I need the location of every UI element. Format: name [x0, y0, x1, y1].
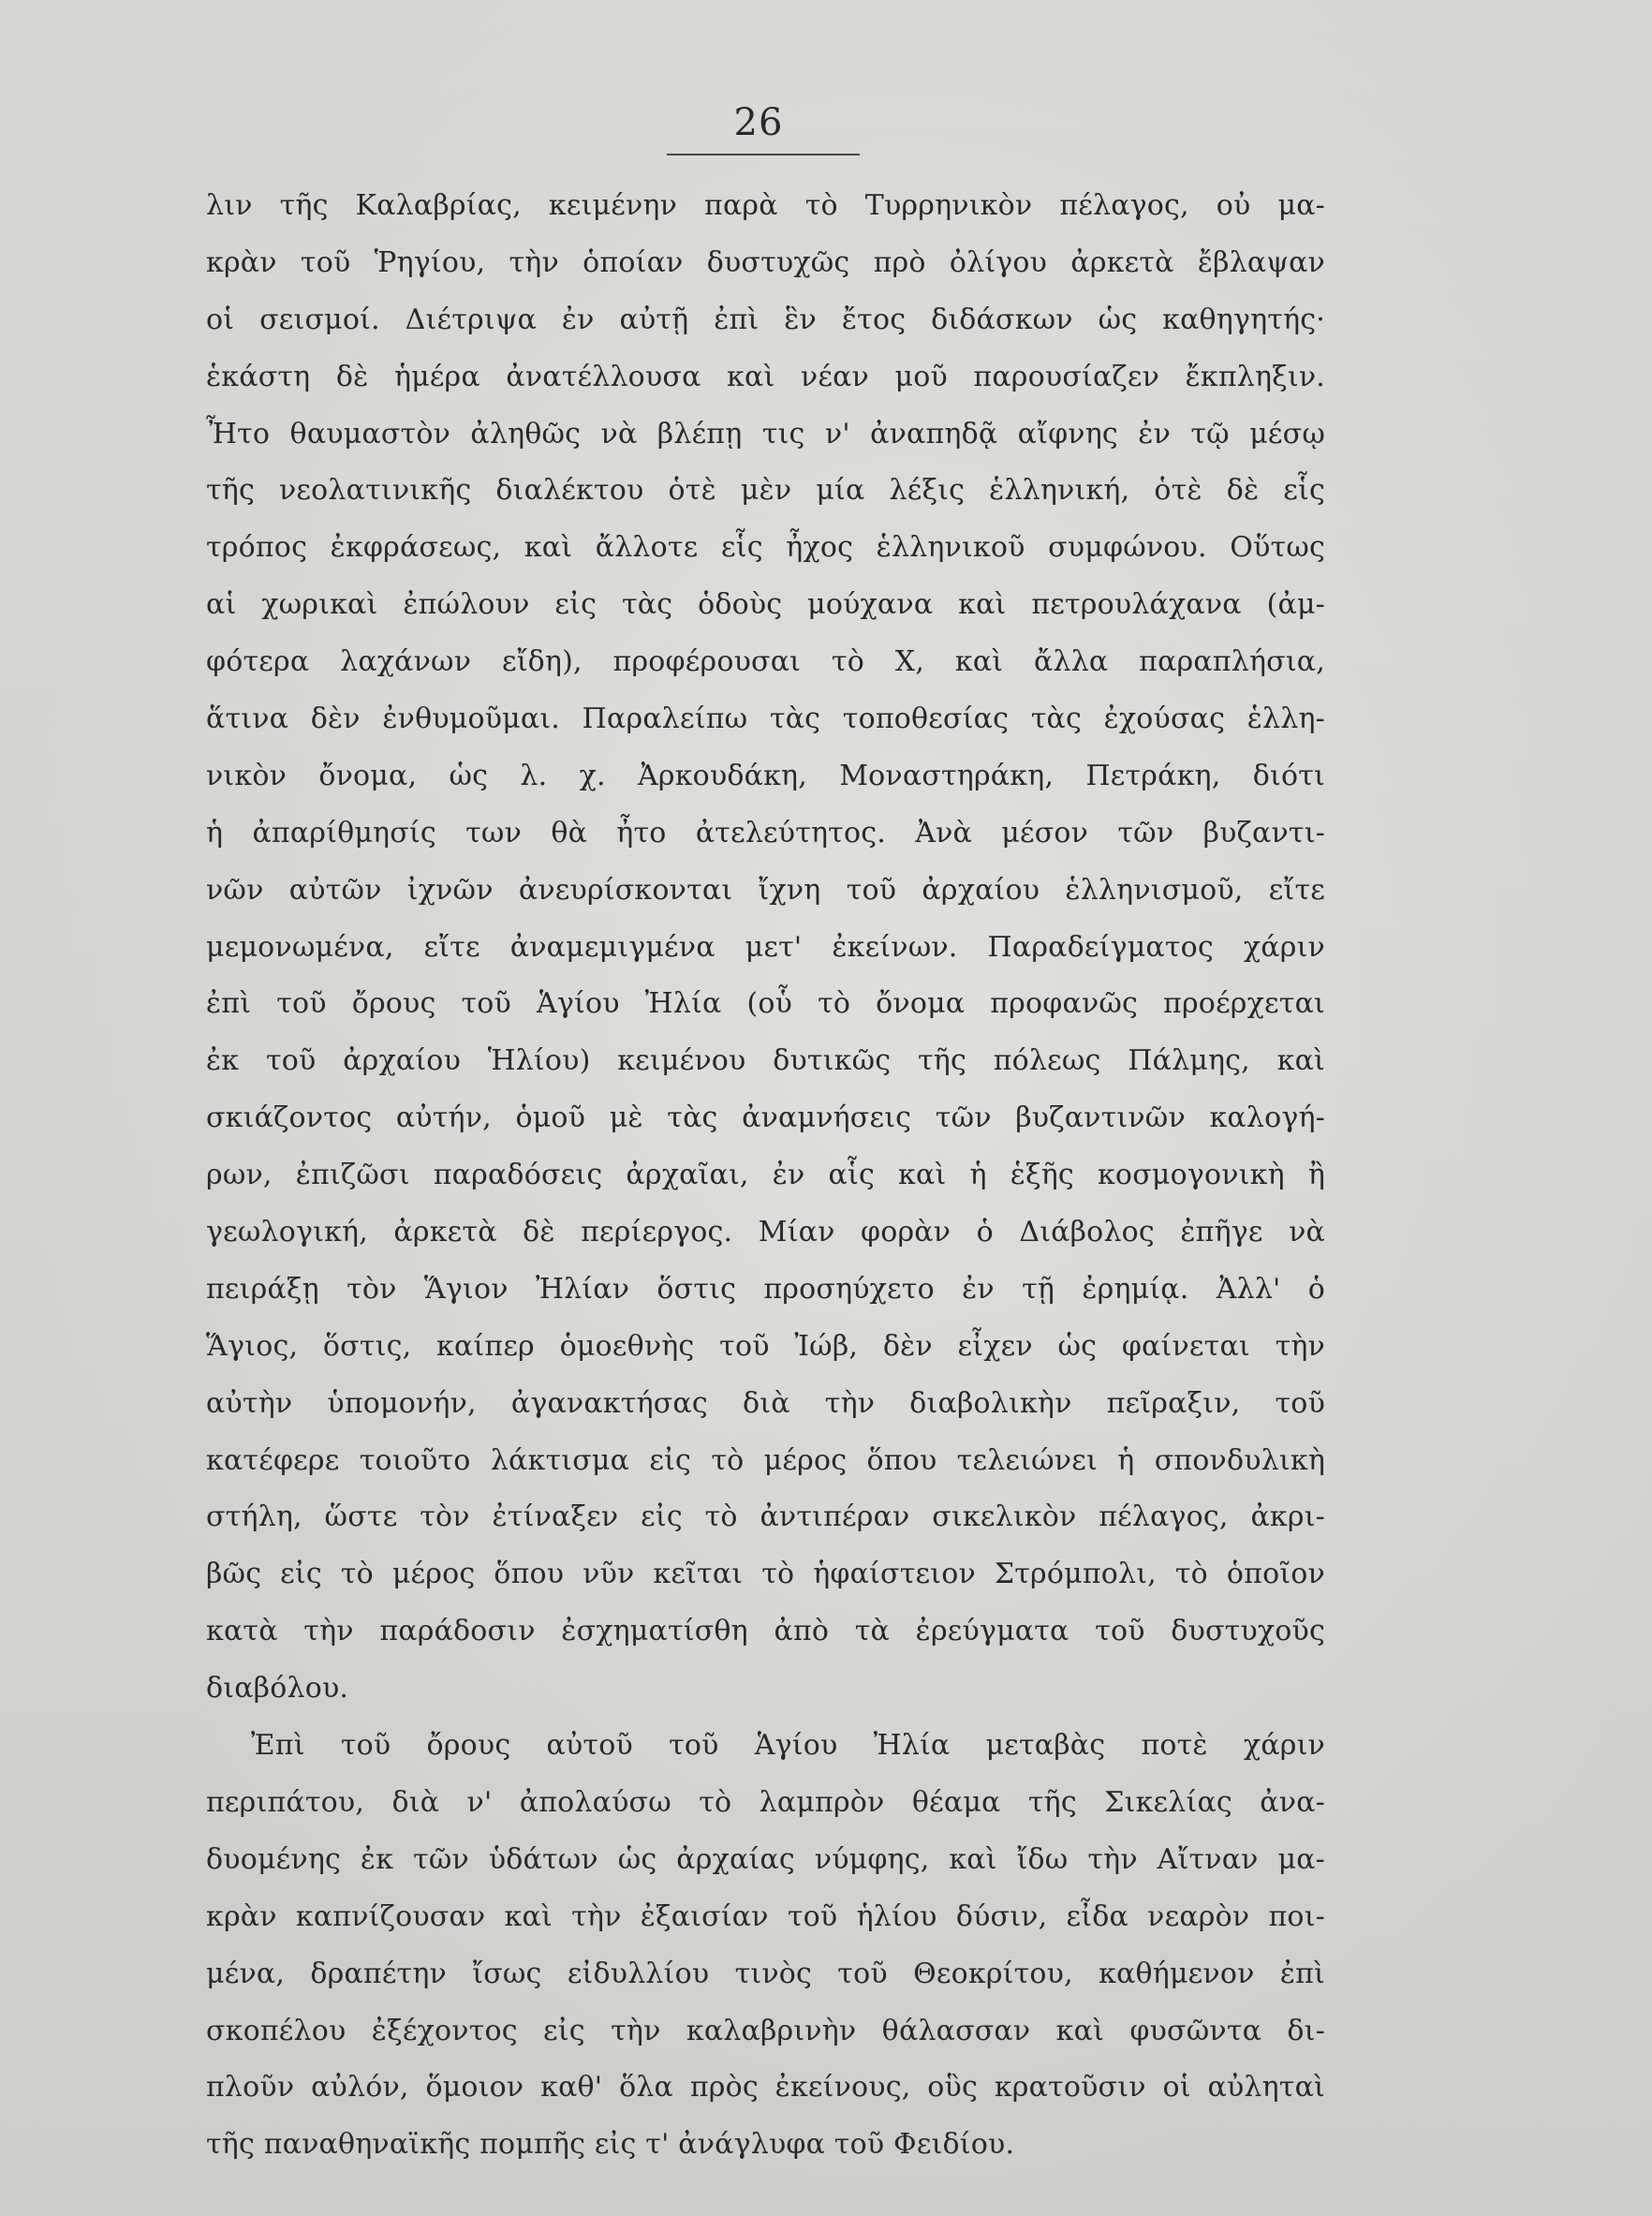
text-line: μένα, δραπέτην ἴσως εἰδυλλίου τινὸς τοῦ Θεοκρίτου, καθήμενον ἐπὶ — [206, 1957, 1325, 1990]
text-line: σκοπέλου ἐξέχοντος εἰς τὴν καλαβρινὴν θάλασσαν καὶ φυσῶντα δι- — [206, 2014, 1325, 2047]
text-line: στήλη, ὥστε τὸν ἐτίναξεν εἰς τὸ ἀντιπέραν σικελικὸν πέλαγος, ἀκρι- — [206, 1500, 1325, 1534]
text-line: διαβόλου. — [206, 1672, 349, 1706]
text-line: νικὸν ὄνομα, ὡς λ. χ. Ἀρκουδάκη, Μοναστηράκη, Πετράκη, διότι — [206, 759, 1325, 792]
text-line: βῶς εἰς τὸ μέρος ὅπου νῦν κεῖται τὸ ἡφαίστειον Στρόμπολι, τὸ ὁποῖον — [206, 1558, 1325, 1591]
text-line: κατέφερε τοιοῦτο λάκτισμα εἰς τὸ μέρος ὅπου τελειώνει ἡ σπονδυλικὴ — [206, 1443, 1325, 1477]
text-line: Ἅγιος, ὅστις, καίπερ ὁμοεθνὴς τοῦ Ἰώβ, δὲν εἶχεν ὡς φαίνεται τὴν — [206, 1329, 1325, 1363]
text-line: πειράξῃ τὸν Ἅγιον Ἠλίαν ὅστις προσηύχετο ἐν τῇ ἐρημίᾳ. Ἀλλ' ὁ — [206, 1272, 1325, 1306]
text-line: Ἐπὶ τοῦ ὄρους αὐτοῦ τοῦ Ἁγίου Ἠλία μεταβὰς ποτὲ χάριν — [251, 1729, 1325, 1763]
text-line: τῆς παναθηναϊκῆς πομπῆς εἰς τ' ἀνάγλυφα τοῦ Φειδίου. — [206, 2128, 1015, 2162]
text-line: περιπάτου, διὰ ν' ἀπολαύσω τὸ λαμπρὸν θέαμα τῆς Σικελίας ἀνα- — [206, 1785, 1325, 1819]
text-line: σκιάζοντος αὐτήν, ὁμοῦ μὲ τὰς ἀναμνήσεις τῶν βυζαντινῶν καλογή- — [206, 1101, 1325, 1135]
text-line: αἱ χωρικαὶ ἐπώλουν εἰς τὰς ὁδοὺς μούχανα καὶ πετρουλάχανα (ἀμ- — [206, 588, 1325, 622]
text-line: αὐτὴν ὑπομονήν, ἀγανακτήσας διὰ τὴν διαβολικὴν πεῖραξιν, τοῦ — [206, 1386, 1325, 1420]
page-number-rule — [667, 154, 860, 155]
text-line: δυομένης ἐκ τῶν ὑδάτων ὡς ἀρχαίας νύμφης, καὶ ἴδω τὴν Αἴτναν μα- — [206, 1842, 1325, 1876]
text-line: κατὰ τὴν παράδοσιν ἐσχηματίσθη ἀπὸ τὰ ἐρεύγματα τοῦ δυστυχοῦς — [206, 1615, 1325, 1648]
body-text — [206, 178, 1325, 2174]
text-line: φότερα λαχάνων εἴδη), προφέρουσαι τὸ Χ, καὶ ἄλλα παραπλήσια, — [206, 645, 1325, 679]
text-line: νῶν αὐτῶν ἰχνῶν ἀνευρίσκονται ἴχνη τοῦ ἀρχαίου ἑλληνισμοῦ, εἴτε — [206, 873, 1325, 907]
text-line: ἅτινα δὲν ἐνθυμοῦμαι. Παραλείπω τὰς τοποθεσίας τὰς ἐχούσας ἑλλη- — [206, 702, 1325, 736]
text-line: τῆς νεολατινικῆς διαλέκτου ὁτὲ μὲν μία λέξις ἑλληνική, ὁτὲ δὲ εἷς — [206, 474, 1325, 508]
text-line: ἑκάστη δὲ ἡμέρα ἀνατέλλουσα καὶ νέαν μοῦ παρουσίαζεν ἔκπληξιν. — [206, 360, 1325, 393]
text-line: ἐκ τοῦ ἀρχαίου Ἡλίου) κειμένου δυτικῶς τῆς πόλεως Πάλμης, καὶ — [206, 1044, 1325, 1078]
text-line: ἡ ἀπαρίθμησίς των θὰ ἦτο ἀτελεύτητος. Ἀνὰ μέσον τῶν βυζαντι- — [206, 816, 1325, 849]
text-line: κρὰν τοῦ Ῥηγίου, τὴν ὁποίαν δυστυχῶς πρὸ ὀλίγου ἀρκετὰ ἔβλαψαν — [206, 245, 1325, 279]
paragraph — [206, 1718, 1325, 2174]
text-line: μεμονωμένα, εἴτε ἀναμεμιγμένα μετ' ἐκείνων. Παραδείγματος χάριν — [206, 930, 1325, 964]
text-line: ἐπὶ τοῦ ὄρους τοῦ Ἁγίου Ἠλία (οὗ τὸ ὄνομα προφανῶς προέρχεται — [206, 987, 1325, 1021]
text-line: οἱ σεισμοί. Διέτριψα ἐν αὐτῇ ἐπὶ ἓν ἔτος διδάσκων ὡς καθηγητής· — [206, 303, 1325, 336]
text-line: ρων, ἐπιζῶσι παραδόσεις ἀρχαῖαι, ἐν αἷς καὶ ἡ ἑξῆς κοσμογονικὴ ἢ — [206, 1159, 1325, 1192]
page-number: 26 — [733, 101, 784, 144]
text-line: κρὰν καπνίζουσαν καὶ τὴν ἐξαισίαν τοῦ ἡλίου δύσιν, εἶδα νεαρὸν ποι- — [206, 1899, 1325, 1933]
paragraph — [206, 178, 1325, 1718]
text-line: Ἦτο θαυμαστὸν ἀληθῶς νὰ βλέπῃ τις ν' ἀναπηδᾷ αἴφνης ἐν τῷ μέσῳ — [206, 417, 1325, 451]
text-line: πλοῦν αὐλόν, ὅμοιον καθ' ὅλα πρὸς ἐκείνους, οὓς κρατοῦσιν οἱ αὐληταὶ — [206, 2071, 1325, 2105]
text-line: γεωλογική, ἀρκετὰ δὲ περίεργος. Μίαν φορὰν ὁ Διάβολος ἐπῆγε νὰ — [206, 1216, 1325, 1249]
text-line: λιν τῆς Καλαβρίας, κειμένην παρὰ τὸ Τυρρηνικὸν πέλαγος, οὐ μα- — [206, 189, 1325, 222]
text-line: τρόπος ἐκφράσεως, καὶ ἄλλοτε εἷς ἦχος ἑλληνικοῦ συμφώνου. Οὕτως — [206, 531, 1325, 565]
